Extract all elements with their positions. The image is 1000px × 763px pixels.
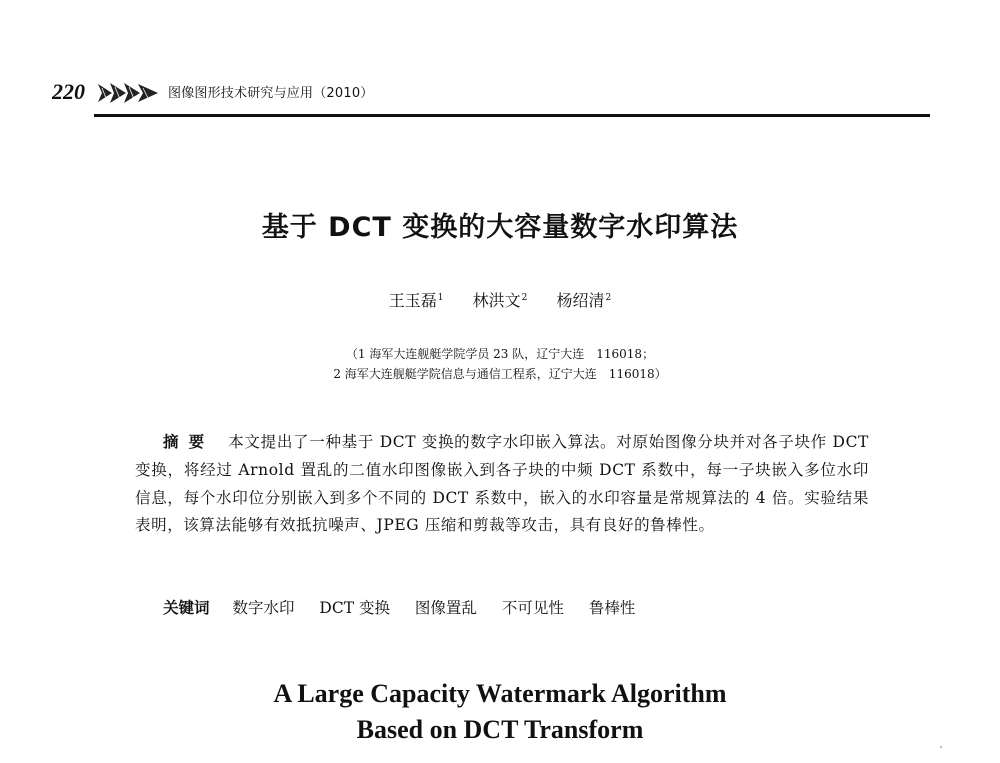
author-name: 杨绍清 bbox=[556, 291, 605, 310]
author bbox=[389, 291, 444, 310]
arrow-ornament-icon bbox=[96, 80, 162, 106]
paper-title-en-line: Based on DCT Transform bbox=[356, 715, 644, 744]
author-affiliation-mark: 2 bbox=[521, 293, 528, 303]
keyword: 鲁棒性 bbox=[588, 599, 636, 617]
paper-title-cn: 基于 DCT 变换的大容量数字水印算法 bbox=[261, 212, 739, 243]
keywords bbox=[163, 596, 655, 620]
abstract-label: 摘要 bbox=[163, 433, 215, 451]
affiliations bbox=[0, 344, 1000, 384]
keyword: 不可见性 bbox=[501, 599, 564, 617]
affiliation-line: 2 海军大连舰艇学院信息与通信工程系，辽宁大连 116018） bbox=[333, 367, 667, 381]
author bbox=[473, 291, 528, 310]
keywords-label: 关键词 bbox=[163, 599, 210, 617]
author-affiliation-mark: 1 bbox=[437, 293, 444, 303]
abstract-text: 本文提出了一种基于 DCT 变换的数字水印嵌入算法。对原始图像分块并对各子块作 DCT 变换，将经过 Arnold 置乱的二值水印图像嵌入到各子块的中频 DCT 系数中，每一子块嵌入多位水印信息，每个水印位分别嵌入到多个不同的 DCT 系数中，嵌入的水印容量是常规算法的 4 倍。实验结果表明，该算法能够有效抵抗噪声、JPEG 压缩和剪裁等攻击，具有良好的鲁棒性。 bbox=[135, 433, 869, 535]
paper-title-en bbox=[0, 676, 1000, 748]
affiliation-line: （1 海军大连舰艇学院学员 23 队，辽宁大连 116018； bbox=[345, 347, 655, 361]
header-rule bbox=[94, 114, 930, 117]
keyword: DCT 变换 bbox=[319, 599, 390, 617]
abstract bbox=[135, 429, 869, 540]
keyword: 图像置乱 bbox=[414, 599, 477, 617]
author-name: 林洪文 bbox=[472, 291, 521, 310]
keyword: 数字水印 bbox=[232, 599, 295, 617]
author-affiliation-mark: 2 bbox=[605, 293, 612, 303]
scan-speck bbox=[940, 746, 942, 748]
paper-title-en-line: A Large Capacity Watermark Algorithm bbox=[273, 679, 727, 708]
author-list bbox=[0, 287, 1000, 312]
author-name: 王玉磊 bbox=[388, 291, 437, 310]
author bbox=[556, 291, 611, 310]
page-number: 220 bbox=[52, 79, 85, 104]
journal-title: 图像图形技术研究与应用（2010） bbox=[168, 86, 374, 101]
